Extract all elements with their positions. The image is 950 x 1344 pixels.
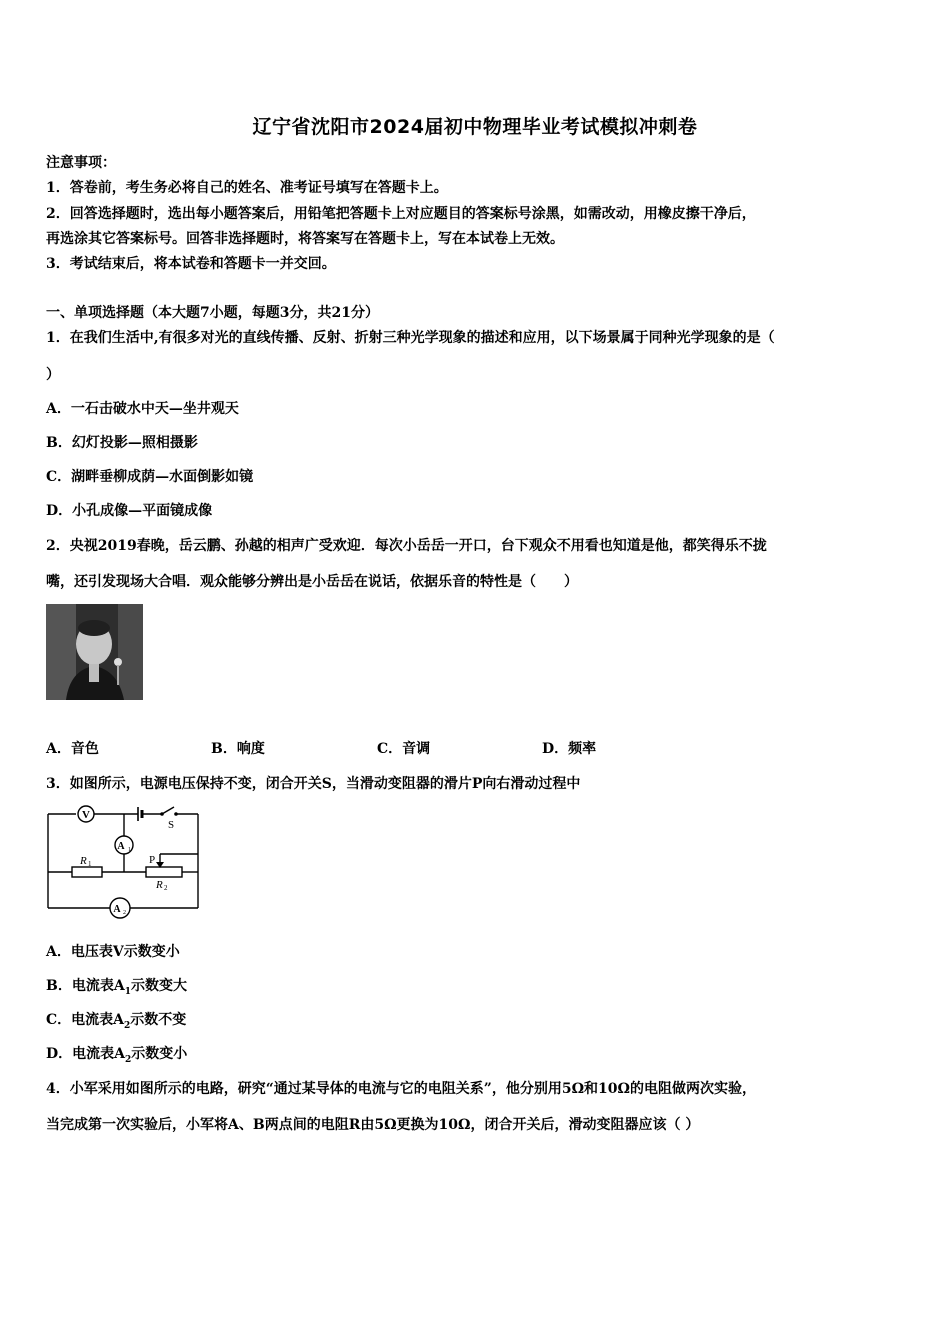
notice-item: 再选涂其它答案标号。回答非选择题时，将答案写在答题卡上，写在本试卷上无效。 [46,231,564,247]
option-subscript: 2 [125,1054,132,1065]
question-2-stem: 2．央视2019春晚，岳云鹏、孙越的相声广受欢迎．每次小岳岳一开口，台下观众不用看也知道是他，都笑得乐不拢 [46,538,767,554]
circuit-diagram [46,804,206,920]
question-2-option-c: C．音调 [377,741,431,757]
option-subscript: 1 [124,986,131,997]
option-text: A．电压表V示数变小 [46,944,180,960]
question-2-option-d: D．频率 [542,741,597,757]
option-subscript: 2 [124,1020,131,1031]
performer-photo [46,604,143,700]
option-text-cont: 示数变大 [130,978,187,994]
notice-item: 3．考试结束后，将本试卷和答题卡一并交回。 [46,256,336,272]
circuit-label-r2-sub: 2 [164,884,168,892]
circuit-label-r1-sub: 1 [88,860,92,868]
question-1-option-c: C．湖畔垂柳成荫—水面倒影如镜 [46,469,254,485]
circuit-label-ammeter2-sub: 2 [123,910,126,916]
option-text: D．电流表A [46,1046,126,1062]
question-3-option-b [46,975,187,997]
question-2-option-b: B．响度 [211,741,265,757]
circuit-label-voltmeter: V [82,809,90,821]
question-4-stem: 4．小军采用如图所示的电路，研究“通过某导体的电流与它的电阻关系”，他分别用5Ω和10Ω的电阻做两次实验， [46,1081,756,1097]
question-1-option-a: A．一石击破水中天—坐井观天 [46,401,239,417]
circuit-label-ammeter1: A [117,841,125,852]
circuit-label-switch: S [168,819,175,831]
circuit-label-r1: R [80,855,87,867]
question-1-stem: 1．在我们生活中,有很多对光的直线传播、反射、折射三种光学现象的描述和应用，以下场景属于同种光学现象的是（ [46,330,775,346]
section-heading: 一、单项选择题（本大题7小题，每题3分，共21分） [46,305,379,321]
option-text-cont: 示数不变 [130,1012,187,1028]
exam-title: 辽宁省沈阳市2024届初中物理毕业考试模拟冲刺卷 [252,116,698,138]
question-2-option-a: A．音色 [46,741,99,757]
question-3-option-d [46,1043,187,1065]
question-1-option-b: B．幻灯投影—照相摄影 [46,435,198,451]
question-3-option-c [46,1009,186,1031]
option-text: C．电流表A [46,1012,125,1028]
circuit-label-r2: R [156,879,163,891]
option-text: B．电流表A [46,978,125,994]
circuit-label-ammeter1-sub: 1 [128,847,131,853]
notice-item: 1．答卷前，考生务必将自己的姓名、准考证号填写在答题卡上。 [46,180,448,196]
notice-heading: 注意事项： [46,155,116,171]
question-1-option-d: D．小孔成像—平面镜成像 [46,503,213,519]
circuit-label-slider: P [149,854,156,866]
notice-item: 2．回答选择题时，选出每小题答案后，用铅笔把答题卡上对应题目的答案标号涂黑，如需改动，用橡皮擦干净后， [46,206,756,222]
option-text-cont: 示数变小 [131,1046,188,1062]
question-4-stem-cont: 当完成第一次实验后，小军将A、B两点间的电阻R由5Ω更换为10Ω，闭合开关后，滑动变阻器应该（ ） [46,1117,700,1133]
circuit-label-ammeter2: A [113,904,121,915]
question-3-stem: 3．如图所示，电源电压保持不变，闭合开关S，当滑动变阻器的滑片P向右滑动过程中 [46,776,581,792]
question-2-stem-cont: 嘴，还引发现场大合唱．观众能够分辨出是小岳岳在说话，依据乐音的特性是（ ） [46,574,578,590]
question-1-stem-cont: ） [46,367,60,383]
question-3-option-a [46,941,180,961]
